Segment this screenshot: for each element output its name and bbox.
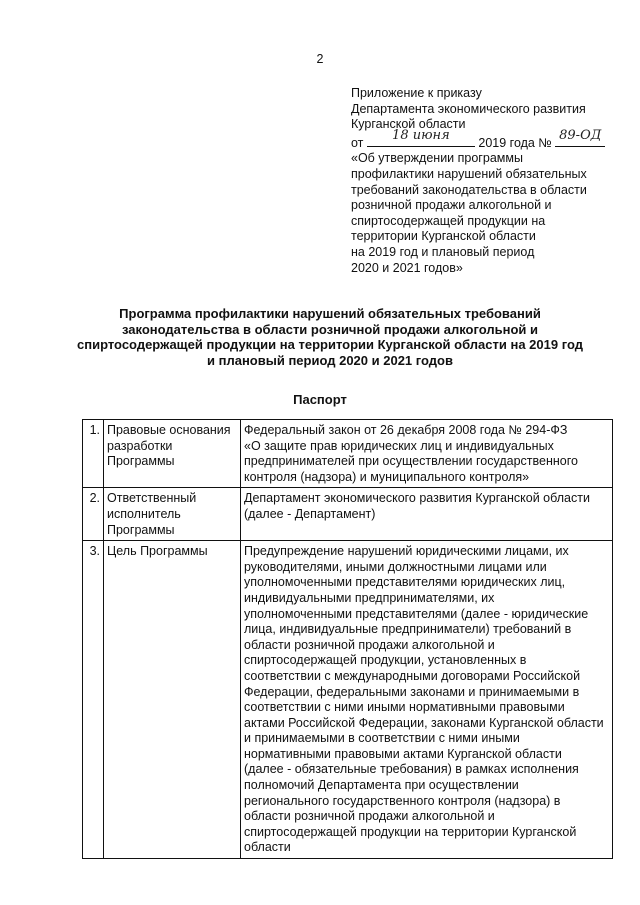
table-row	[83, 420, 613, 488]
content-line: и принимаемыми в соответствии с ними иными	[244, 731, 520, 746]
page-number: 2	[316, 52, 324, 66]
title-line: Программа профилактики нарушений обязательных требований	[119, 306, 541, 321]
appendix-line: спиртосодержащей продукции на	[351, 213, 546, 228]
content-line: контроля (надзора) и муниципального контроля»	[244, 469, 530, 484]
content-line: соответствии с ними иными нормативными правовыми	[244, 700, 565, 715]
label-line: разработки	[107, 438, 173, 453]
title-line: законодательства в области розничной продажи алкогольной и	[121, 321, 539, 337]
row-label	[104, 541, 241, 859]
handwritten-order-number: 89-ОД	[559, 127, 602, 143]
content-line: предпринимателей при осуществлении государственного	[244, 454, 578, 469]
title-line: спиртосодержащей продукции на территории Курганской области на 2019 год	[77, 337, 583, 352]
label-line: исполнитель	[107, 506, 181, 521]
appendix-line: профилактики нарушений обязательных	[351, 166, 587, 181]
content-line: «О защите прав юридических лиц и индивидуальных	[244, 438, 554, 453]
content-line: лица, индивидуальные предприниматели) требований в	[244, 622, 572, 637]
content-line: Предупреждение нарушений юридическими лицами, их	[244, 544, 569, 559]
table-row	[83, 488, 613, 541]
content-line: полномочий Департамента при осуществлении	[244, 778, 519, 793]
content-line: Федерации, федеральными законами и принимаемыми в	[244, 684, 580, 699]
content-line: спиртосодержащей продукции, установленных в	[244, 653, 527, 668]
content-line: руководителями, иными должностными лицами или	[244, 559, 547, 574]
handwritten-date: 18 июня	[392, 127, 450, 143]
date-prefix: от	[351, 135, 364, 150]
content-line: регионального государственного контроля (надзора) в	[244, 793, 561, 808]
appendix-line: территории Курганской области	[351, 229, 536, 244]
label-line: Цель Программы	[107, 544, 208, 559]
appendix-block	[351, 86, 621, 276]
label-line: Правовые основания	[107, 423, 231, 437]
row-label	[104, 488, 241, 541]
row-label	[104, 420, 241, 488]
content-line: спиртосодержащей продукции на территории Курганской	[244, 824, 577, 839]
title-line: и плановый период 2020 и 2021 годов	[207, 352, 453, 368]
row-number: 2.	[83, 488, 104, 541]
row-number: 1.	[83, 420, 104, 488]
passport-heading: Паспорт	[293, 392, 347, 407]
content-line: области розничной продажи алкогольной и	[244, 809, 495, 824]
row-content	[241, 420, 613, 488]
appendix-line: на 2019 год и плановый период	[351, 244, 535, 259]
content-line: нормативными правовыми актами Курганской области	[244, 746, 562, 761]
content-line: области	[244, 840, 291, 855]
passport-table	[82, 419, 613, 859]
content-line: соответствии с международными договорами Российской	[244, 668, 581, 683]
table-row	[83, 541, 613, 859]
content-line: (далее - Департамент)	[244, 506, 376, 521]
row-number: 3.	[83, 541, 104, 859]
content-line: Департамент экономического развития Курганской области	[244, 491, 590, 506]
appendix-line: требований законодательства в области	[351, 182, 587, 197]
appendix-line: 2020 и 2021 годов»	[351, 260, 463, 275]
content-line: уполномоченными представителями юридических лиц,	[244, 575, 566, 590]
content-line: (далее - обязательные требования) в рамках исполнения	[244, 762, 579, 777]
appendix-line: «Об утверждении программы	[351, 151, 523, 166]
year-text: 2019 года №	[478, 135, 552, 150]
appendix-line: розничной продажи алкогольной и	[351, 198, 552, 213]
document-title	[60, 306, 600, 368]
content-line: Федеральный закон от 26 декабря 2008 года № 294-ФЗ	[244, 423, 568, 437]
label-line: Программы	[107, 454, 175, 469]
label-line: Программы	[107, 522, 175, 537]
row-content	[241, 541, 613, 859]
date-field	[367, 127, 475, 147]
label-line: Ответственный	[107, 491, 197, 506]
content-line: области розничной продажи алкогольной и	[244, 637, 495, 652]
appendix-line: Приложение к приказу	[351, 86, 482, 100]
order-number-field	[555, 127, 605, 147]
content-line: уполномоченными представителями (далее - юридические	[244, 606, 589, 621]
row-content	[241, 488, 613, 541]
appendix-line: Курганской области	[351, 117, 466, 132]
content-line: индивидуальными предпринимателями, их	[244, 590, 495, 605]
appendix-line: Департамента экономического развития	[351, 101, 586, 116]
content-line: актами Российской Федерации, законами Курганской области	[244, 715, 604, 730]
appendix-date-line	[351, 127, 621, 152]
